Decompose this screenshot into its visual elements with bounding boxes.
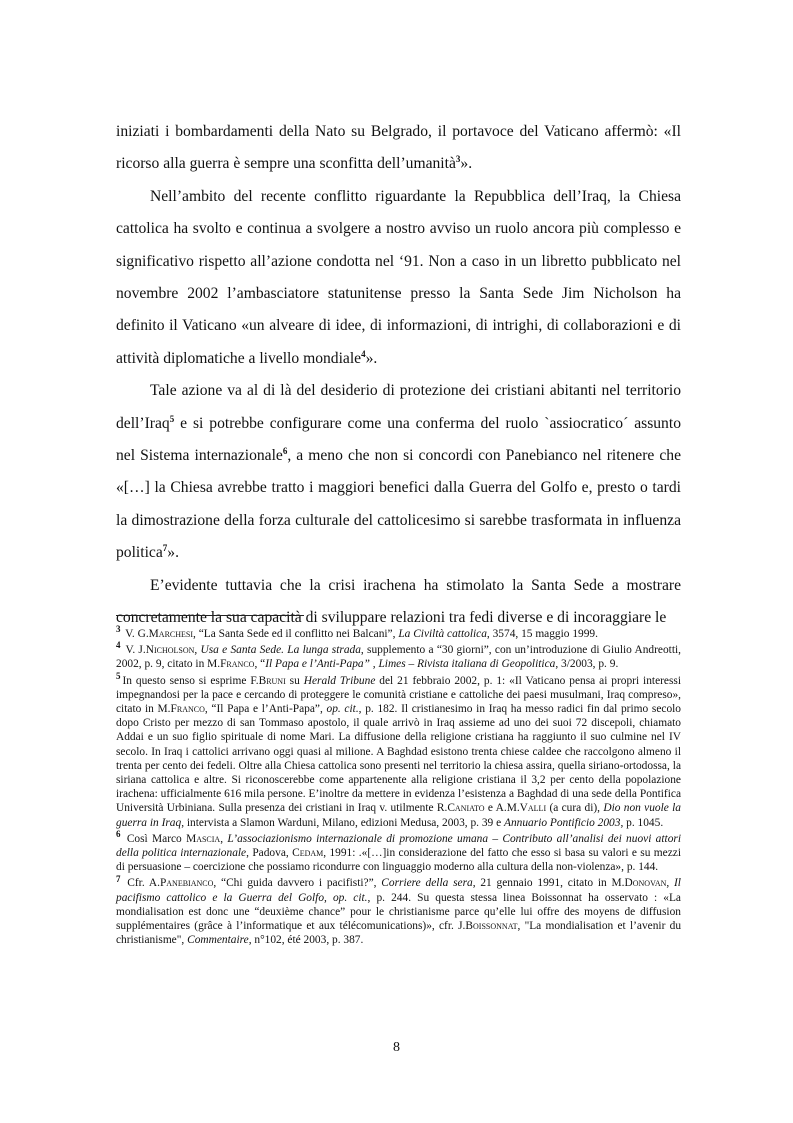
paragraph-1: iniziati i bombardamenti della Nato su Belgrado, il portavoce del Vaticano affermò: «Il ricorso alla guerra è sempre una sconfitta dell’umanità$^3$».	[116, 123, 681, 173]
footnote-ref-5[interactable]: 5	[169, 413, 175, 424]
paragraph-4: E’evidente tuttavia che la crisi irachena ha stimolato la Santa Sede a mostrare concretamente la sua capacità di sviluppare relazioni tra fedi diverse e di incoraggiare le	[116, 576, 681, 627]
footnotes	[116, 624, 682, 949]
footnote-number: 4	[116, 640, 121, 651]
footnote-number: 5	[116, 670, 121, 681]
body-text	[116, 116, 681, 635]
footnote-ref-3[interactable]: 3	[455, 154, 461, 165]
footnote-ref-4[interactable]: 4	[361, 348, 366, 359]
footnote-7: $^7$ Cfr. A.Panebianco, “Chi guida davvero i pacifisti?”, Corriere della sera, 21 gennaio 1991, citato in M.Donovan, Il pacifismo cattolico e la Guerra del Golfo, op. cit., p. 244. Su questa stessa linea Boissonnat ha osservato : «La mondialisation est donc une “deuxième chance” pour le christianisme parce qu’elle lui offre des moyens de diffusion supplémentaires (grâce à l’informatique et aux télécomunications)», cfr. J.Boissonnat, "La mondialisation et l’avenir du christianisme", Commentaire, n°102, été 2003, p. 387.	[116, 873, 682, 947]
page-number: 8	[393, 1040, 400, 1055]
footnote-3: $^3$ V. G.Marchesi, “La Santa Sede ed il conflitto nei Balcani”, La Civiltà cattolica, 3574, 15 maggio 1999.	[116, 624, 598, 640]
footnote-ref-7[interactable]: 7	[162, 543, 168, 554]
footnote-number: 3	[116, 624, 121, 635]
paragraph-2: Nell’ambito del recente conflitto riguardante la Repubblica dell’Iraq, la Chiesa cattolica ha svolto e continua a svolgere a nostro avviso un ruolo ancora più complesso e significativo rispetto all’azione condotta nel ‘91. Non a caso in un libretto pubblicato nel novembre 2002 l’ambasciatore statunitense presso la Santa Sede Jim Nicholson ha definito il Vaticano «un alveare di idee, di informazioni, di intrighi, di collaborazioni e di attività diplomatiche a livello mondiale$^4$».	[116, 187, 681, 367]
footnote-number: 7	[116, 873, 121, 884]
footnote-5: $^5$ In questo senso si esprime F.Bruni su Herald Tribune del 21 febbraio 2002, p. 1: «Il Vaticano pensa ai propri interessi impegnandosi per la pace e cercando di proteggere le comunità cristiane e cattoliche dei paesi musulmani, Iraq compreso», citato in M.Franco, “Il Papa e l’Anti-Papa”, op. cit., p. 182. Il cristianesimo in Iraq ha messo radici fin dal primo secolo dopo Cristo per mezzo di san Tommaso apostolo, il quale arrivò in Iraq assieme ad uno dei suoi 72 discepoli, chiamato Addai e un suo figlio spirituale di nome Mari. La diffusione della religione cristiana ha raggiunto il suo culmine nel IV secolo. In Iraq i cattolici arrivano oggi quasi al milione. A Baghdad esistono trenta chiese caldee che raccolgono almeno il trenta per cento dei fedeli. Oltre alla Chiesa cattolica sono presenti nel territorio la chiesa assira, quella siriano-ortodossa, la siriana cattolica e altre. Si riconoscerebbe come appartenente alla religione cristiana il 3,2 per cento della popolazione irachena: ufficialmente 616 mila persone. E’inoltre da mettere in evidenza l’esistenza a Baghdad di una sede della Pontifica Università Urbiniana. Sulla presenza dei cristiani in Iraq v. utilmente R.Caniato e A.M.Valli (a cura di), Dio non vuole la guerra in Iraq, intervista a Slamon Warduni, Milano, edizioni Medusa, 2003, p. 39 e Annuario Pontificio 2003, p. 1045.	[116, 670, 682, 829]
footnote-4: $^4$ V. J.Nicholson, Usa e Santa Sede. La lunga strada, supplemento a “30 giorni”, con un’introduzione di Giulio Andreotti, 2002, p. 9, citato in M.Franco, “Il Papa e l’Anti-Papa” , Limes – Rivista italiana di Geopolitica, 3/2003, p. 9.	[116, 640, 682, 671]
footnote-number: 6	[116, 829, 121, 840]
paragraph-3: Tale azione va al di là del desiderio di protezione dei cristiani abitanti nel territorio dell’Iraq$^5$ e si potrebbe configurare come una conferma del ruolo `assiocratico´ assunto nel Sistema internazionale$^6$, a meno che non si concordi con Panebianco nel ritenere che «[…] la Chiesa avrebbe tratto i maggiori benefici dalla Guerra del Golfo e, presto o tardi la dimostrazione della forza culturale del cattolicesimo si sarebbe trasformata in influenza politica$^7$».	[116, 382, 681, 562]
footnote-ref-6[interactable]: 6	[282, 445, 288, 456]
footnote-6: $^6$ Così Marco Mascia, L’associazionismo internazionale di promozione umana – Contributo all’analisi dei nuovi attori della politica internazionale, Padova, Cedam, 1991: .«[…]in considerazione del fatto che esso si basa su valori e su mezzi di persuasione – coercizione che possiamo ricondurre con linguaggio moderno alla cultura della non-violenza», p. 144.	[116, 829, 681, 874]
footnote-separator	[116, 615, 304, 616]
